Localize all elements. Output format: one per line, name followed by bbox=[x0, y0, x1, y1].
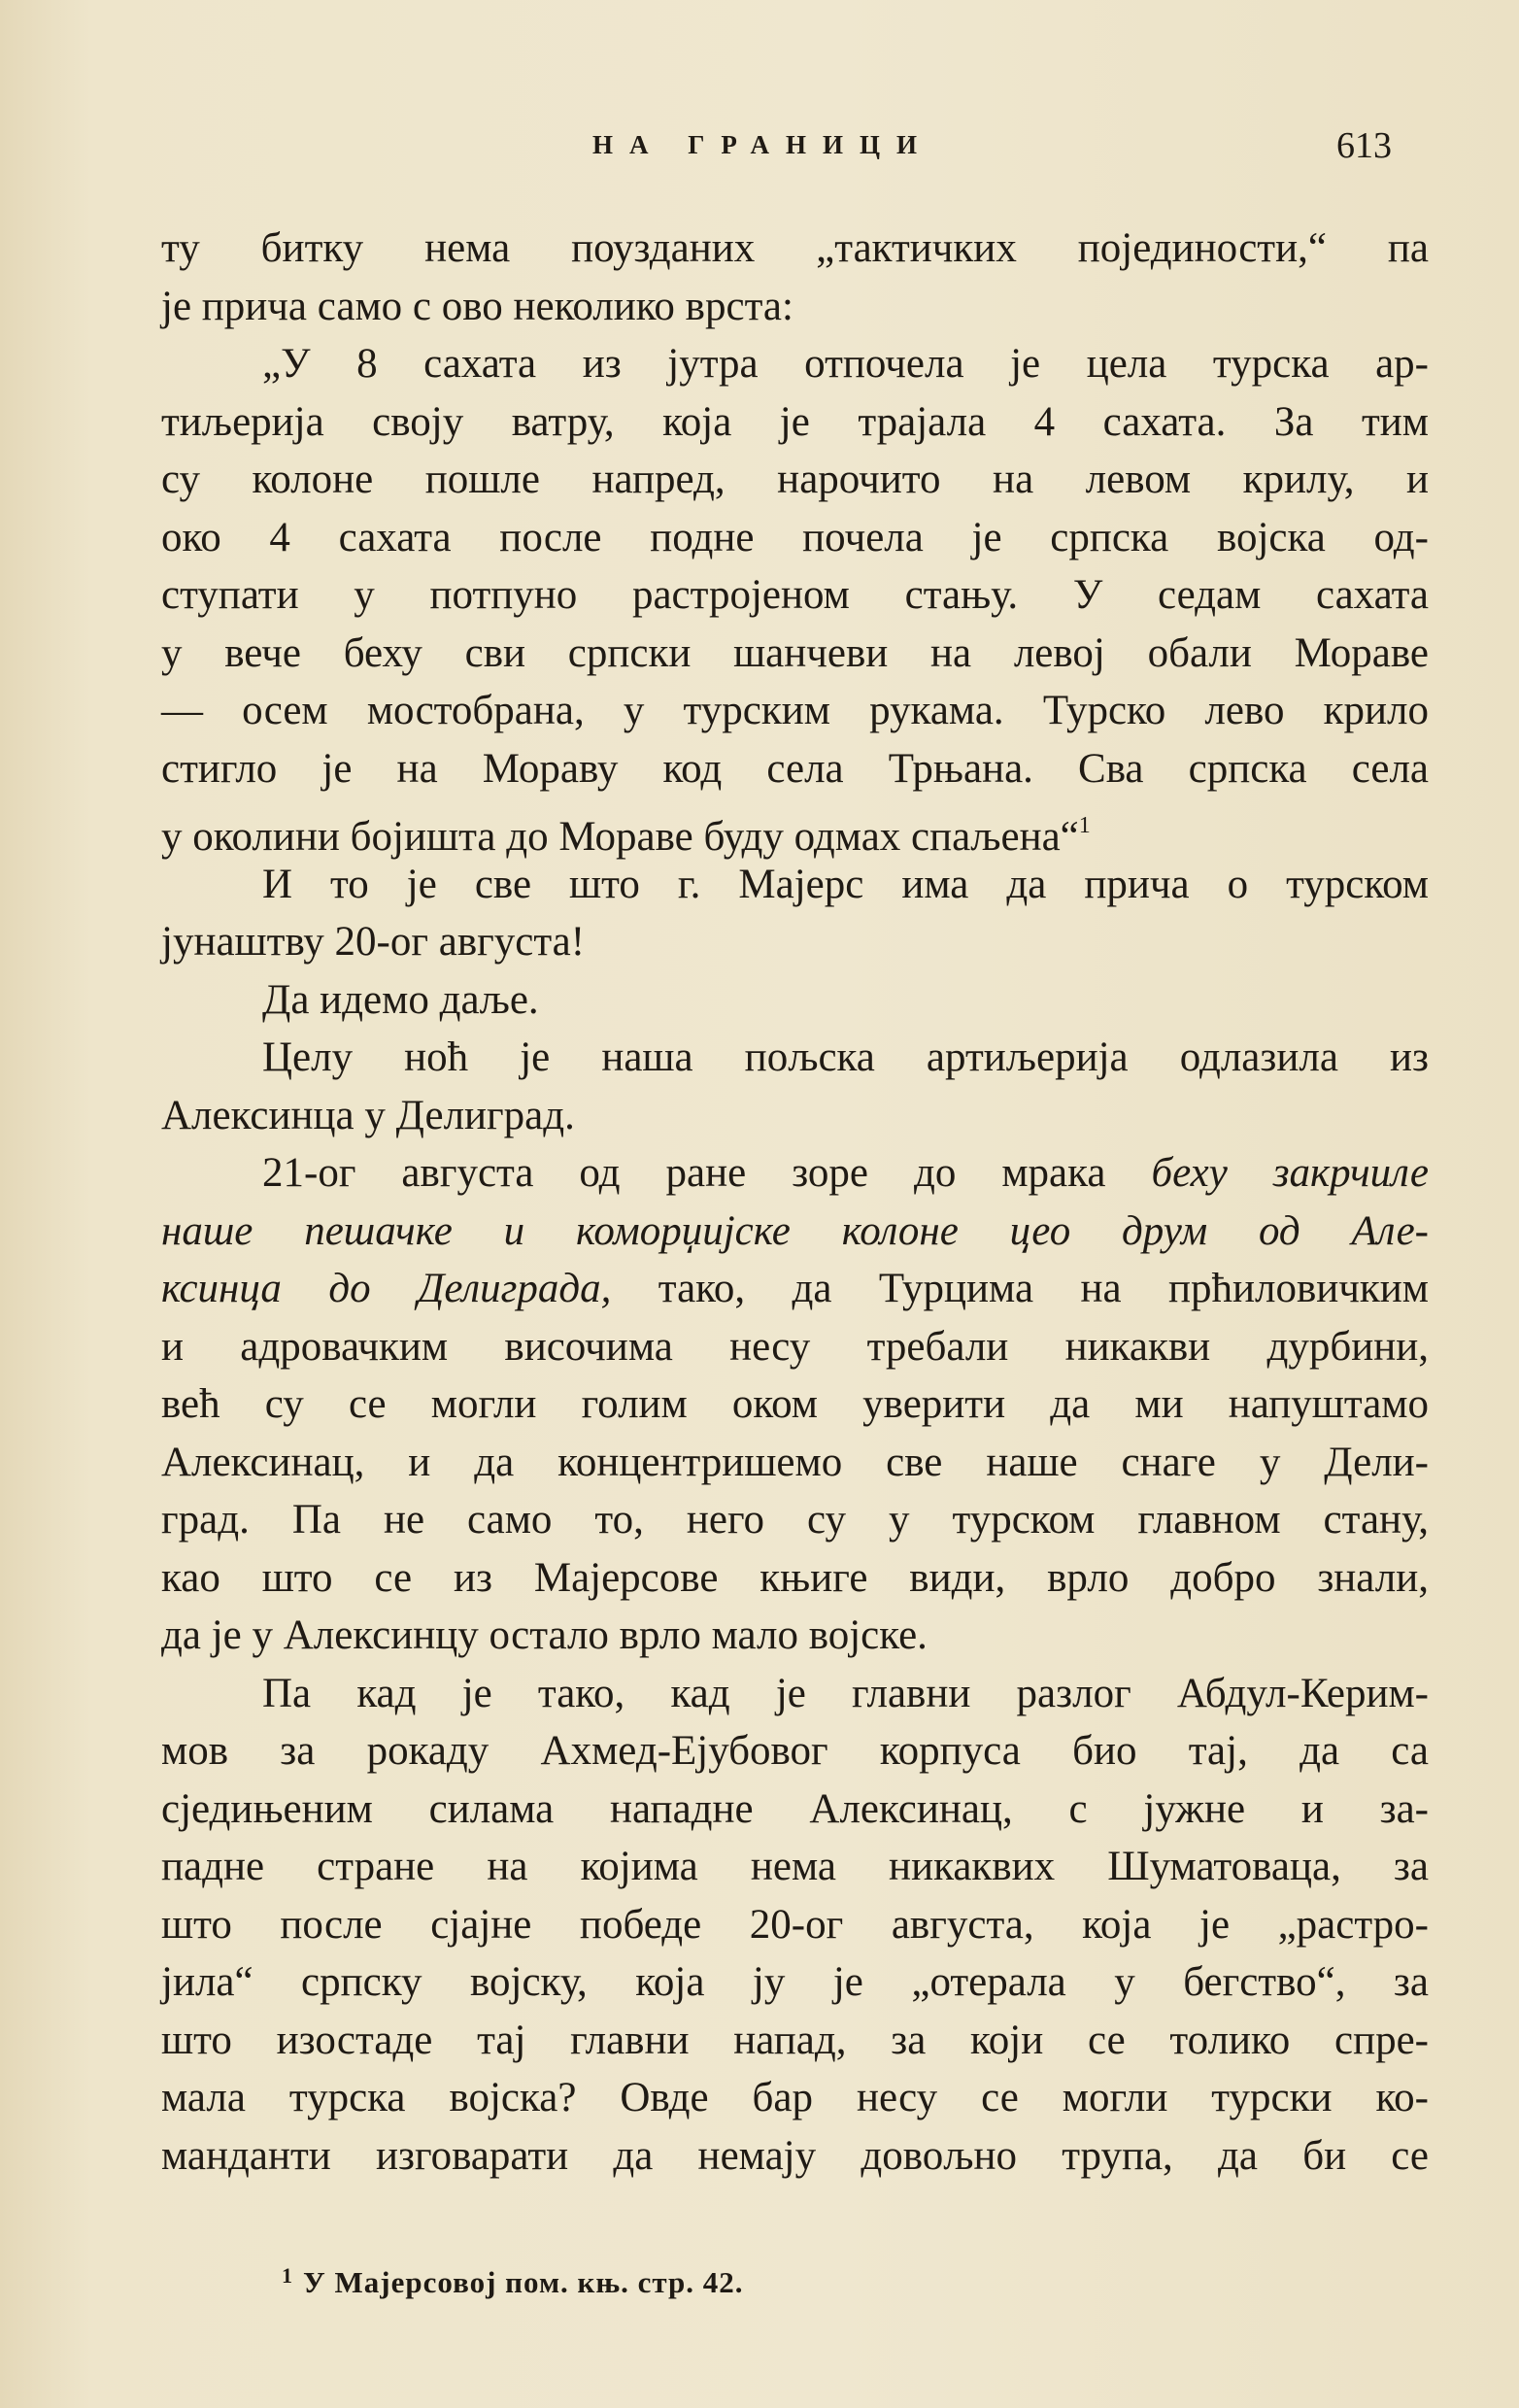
footnote-mark: 1 bbox=[282, 2263, 293, 2288]
body-text bbox=[161, 220, 1429, 2185]
text-line: у вече беху сви српски шанчеви на левој обали Мораве bbox=[161, 629, 1429, 676]
text-segment: 21-ог августа од ране зоре до мрака bbox=[262, 1150, 1106, 1196]
text-line: већ су се могли голим оком уверити да ми напуштамо bbox=[161, 1381, 1429, 1427]
text-line: је прича само с ово неколико врста: bbox=[161, 283, 793, 329]
footnote-text: У Мајерсовој пом. књ. стр. 42. bbox=[303, 2265, 744, 2299]
footnote bbox=[282, 2263, 743, 2300]
text-line: мала турска војска? Овде бар несу се могли турски ко- bbox=[161, 2075, 1429, 2120]
text-line: манданти изговарати да немају довољно трупа, да би се bbox=[161, 2132, 1429, 2179]
text-line: су колоне пошле напред, нарочито на левом крилу, и bbox=[161, 457, 1429, 502]
text-line: стигло је на Мораву код села Трњана. Сва српска села bbox=[161, 745, 1429, 792]
text-line: Алексинца у Делиград. bbox=[161, 1092, 575, 1138]
text-line: Алексинац, и да концентришемо све наше снаге у Дели- bbox=[161, 1439, 1429, 1485]
text-line: као што се из Мајерсове књиге види, врло добро знали, bbox=[161, 1554, 1429, 1601]
text-segment: тако, да Турцима на прћиловичким bbox=[658, 1266, 1429, 1311]
text-line: И то је све што г. Мајерс има да прича о турском bbox=[262, 861, 1429, 907]
text-line: што после сјајне победе 20-ог августа, која је „растро- bbox=[161, 1901, 1429, 1948]
running-title: НА ГРАНИЦИ bbox=[592, 130, 933, 159]
text-line: око 4 сахата после подне почела је српска војска од- bbox=[161, 514, 1429, 560]
text-line: Па кад је тако, кад је главни разлог Абдул-Керим- bbox=[262, 1670, 1429, 1716]
footnote-reference: 1 bbox=[1078, 813, 1091, 838]
footnote-divider bbox=[161, 2222, 355, 2223]
text-line: што изостаде тај главни напад, за који се толико спре- bbox=[161, 2017, 1429, 2063]
text-line: ту битку нема поузданих „тактичких појединости,“ па bbox=[161, 225, 1429, 271]
page-number: 613 bbox=[1336, 125, 1392, 166]
text-line bbox=[161, 1144, 1429, 1203]
text-line: јила“ српску војску, која ју је „отерала у бегство“, за bbox=[161, 1959, 1429, 2005]
text-line: падне стране на којима нема никаквих Шуматоваца, за bbox=[161, 1844, 1429, 1889]
text-line: — осем мостобрана, у турским рукама. Турско лево крило bbox=[161, 688, 1429, 733]
text-line: тиљерија своју ватру, која је трајала 4 сахата. За тим bbox=[161, 398, 1429, 445]
text-line: Целу ноћ је наша пољска артиљерија одлазила из bbox=[262, 1034, 1429, 1080]
text-line bbox=[161, 797, 1429, 860]
text-line: мов за рокаду Ахмед-Ејубовог корпуса био тај, да са bbox=[161, 1728, 1429, 1774]
text-line: наше пешачке и коморџијске колоне цео друм од Але- bbox=[161, 1207, 1429, 1254]
text-line: Да идемо даље. bbox=[262, 976, 539, 1023]
text-line: и адровачким височима несу требали никакви дурбини, bbox=[161, 1323, 1429, 1370]
text-line: да је у Алексинцу остало врло мало војске. bbox=[161, 1612, 928, 1658]
text-line: град. Па не само то, него су у турском главном стану, bbox=[161, 1497, 1429, 1543]
text-line: јунаштву 20-ог августа! bbox=[161, 919, 586, 965]
italic-segment: ксинца до Делиграда, bbox=[161, 1266, 612, 1311]
page-header bbox=[0, 124, 1519, 183]
text-line: „У 8 сахата из јутра отпочела је цела турска ар- bbox=[262, 341, 1429, 387]
text-line bbox=[161, 1260, 1429, 1318]
text-line: сједињеним силама нападне Алексинац, с јужне и за- bbox=[161, 1785, 1429, 1832]
text-line: ступати у потпуно растројеном стању. У седам сахата bbox=[161, 572, 1429, 618]
quote-end-text: у околини бојишта до Мораве буду одмах спаљена“ bbox=[161, 814, 1079, 860]
italic-segment: беху закрчиле bbox=[1151, 1150, 1430, 1196]
